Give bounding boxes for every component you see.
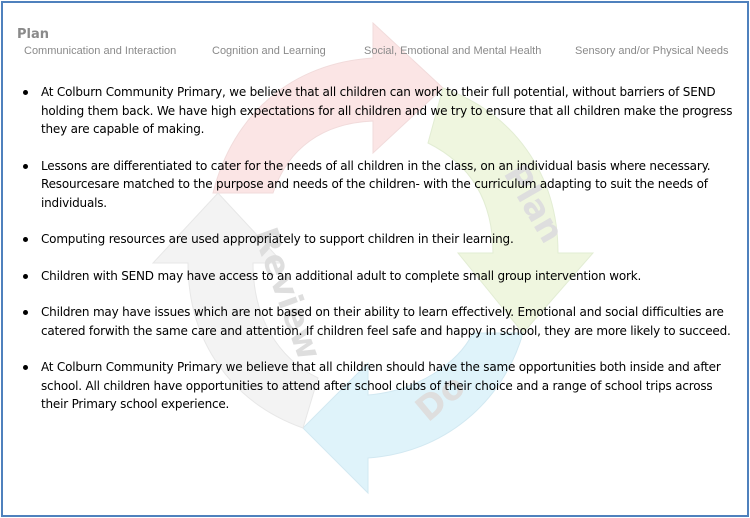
bullet-content <box>19 83 733 432</box>
bullet-dot-icon <box>23 365 28 370</box>
list-item <box>19 358 733 414</box>
tab-cognition-and-learning[interactable]: Cognition and Learning <box>212 45 326 57</box>
bullet-dot-icon <box>23 274 28 279</box>
category-tabs <box>24 45 744 61</box>
slide-frame <box>1 1 749 517</box>
bullet-dot-icon <box>23 310 28 315</box>
list-item-text: Children with SEND may have access to an additional adult to complete small group intervention work. <box>41 268 642 283</box>
list-item <box>19 157 733 213</box>
list-item <box>19 83 733 139</box>
page-title: Plan <box>17 27 50 42</box>
bullet-dot-icon <box>23 164 28 169</box>
list-item-text: At Colburn Community Primary, we believe that all children can work to their full potential, without barriers of SEND holding them back. We have high expectations for all children and we try to ensure that all children make the progress they are capable of making. <box>41 85 733 136</box>
list-item-text: Children may have issues which are not based on their ability to learn effectively. Emotional and social difficulties are catered forwith the same care and attention. If children feel safe and happy in school, they are more likely to succeed. <box>41 305 731 338</box>
watermark-word-plan: Plan <box>495 157 572 251</box>
list-item-text: At Colburn Community Primary we believe that all children should have the same opportunities both inside and after school. All children have opportunities to attend after school clubs of their choice and a range of school trips across their Primary school experience. <box>41 360 721 411</box>
tab-sensory-physical-needs[interactable]: Sensory and/or Physical Needs <box>575 45 729 57</box>
bullet-list <box>19 83 733 414</box>
watermark-word-review: Review <box>244 222 330 366</box>
bullet-dot-icon <box>23 237 28 242</box>
list-item-text: Computing resources are used appropriately to support children in their learning. <box>41 232 514 246</box>
list-item <box>19 303 733 340</box>
watermark-word-do: Do <box>408 366 474 430</box>
list-item <box>19 230 733 249</box>
tab-social-emotional-mental-health[interactable]: Social, Emotional and Mental Health <box>364 45 542 57</box>
list-item-text: Lessons are differentiated to cater for the needs of all children in the class, on an individual basis where necessary. Resourcesare matched to the purpose and needs of the children- with the curriculum adapting to suit the needs of individuals. <box>41 158 711 210</box>
list-item <box>19 267 733 286</box>
tab-communication-and-interaction[interactable]: Communication and Interaction <box>24 45 177 57</box>
bullet-dot-icon <box>23 90 28 95</box>
